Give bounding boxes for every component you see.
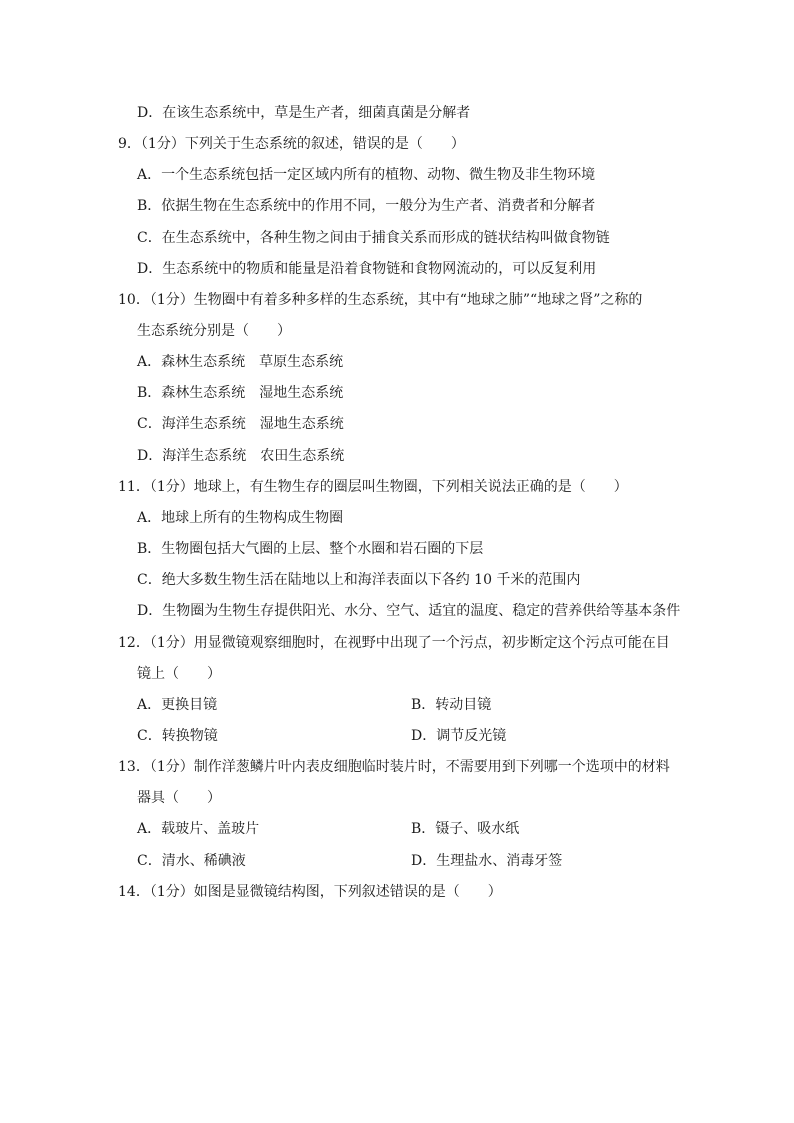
q9-option-b: B．依据生物在生态系统中的作用不同，一般分为生产者、消费者和分解者: [137, 198, 596, 214]
q11-option-c: C．绝大多数生物生活在陆地以上和海洋表面以下各约 10 千米的范围内: [137, 572, 581, 588]
q13-option-c: C．清水、稀碘液: [137, 853, 246, 869]
q12-option-b: B．转动目镜: [411, 697, 492, 713]
q10-option-b: B．森林生态系统 湿地生态系统: [137, 385, 344, 401]
q13-stem: 13．（1分）制作洋葱鳞片叶内表皮细胞临时装片时，不需要用到下列哪一个选项中的材料: [118, 759, 670, 775]
q9-option-c: C．在生态系统中，各种生物之间由于捕食关系而形成的链状结构叫做食物链: [137, 230, 610, 246]
q10-stem-continued: 生态系统分别是（ ）: [137, 323, 291, 339]
q12-option-d: D．调节反光镜: [411, 728, 507, 744]
q12-stem: 12．（1分）用显微镜观察细胞时，在视野中出现了一个污点，初步断定这个污点可能在目: [118, 635, 670, 651]
q12-option-c: C．转换物镜: [137, 728, 218, 744]
q11-stem: 11．（1分）地球上，有生物生存的圈层叫生物圈，下列相关说法正确的是（ ）: [118, 479, 628, 495]
q10-option-c: C．海洋生态系统 湿地生态系统: [137, 416, 344, 432]
q8-option-d: D．在该生态系统中，草是生产者，细菌真菌是分解者: [137, 105, 471, 121]
q10-stem: 10．（1分）生物圈中有着多种多样的生态系统，其中有“地球之肺”“地球之肾”之称的: [118, 292, 643, 308]
q13-option-b: B．镊子、吸水纸: [411, 821, 520, 837]
q11-option-d: D．生物圈为生物生存提供阳光、水分、空气、适宜的温度、稳定的营养供给等基本条件: [137, 603, 681, 619]
q10-option-a: A．森林生态系统 草原生态系统: [137, 354, 344, 370]
q9-stem: 9．（1分）下列关于生态系统的叙述，错误的是（ ）: [118, 136, 465, 152]
q13-option-a: A．载玻片、盖玻片: [137, 821, 260, 837]
q11-option-a: A．地球上所有的生物构成生物圈: [137, 510, 344, 526]
q13-option-d: D．生理盐水、消毒牙签: [411, 853, 563, 869]
q9-option-d: D．生态系统中的物质和能量是沿着食物链和食物网流动的，可以反复利用: [137, 261, 597, 277]
q10-option-d: D．海洋生态系统 农田生态系统: [137, 448, 345, 464]
q11-option-b: B．生物圈包括大气圈的上层、整个水圈和岩石圈的下层: [137, 541, 484, 557]
q9-option-a: A．一个生态系统包括一定区域内所有的植物、动物、微生物及非生物环境: [137, 167, 596, 183]
q12-stem-continued: 镜上（ ）: [137, 666, 221, 682]
q14-stem: 14．（1分）如图是显微镜结构图，下列叙述错误的是（ ）: [118, 884, 502, 900]
q12-option-a: A．更换目镜: [137, 697, 218, 713]
q13-stem-continued: 器具（ ）: [137, 790, 221, 806]
